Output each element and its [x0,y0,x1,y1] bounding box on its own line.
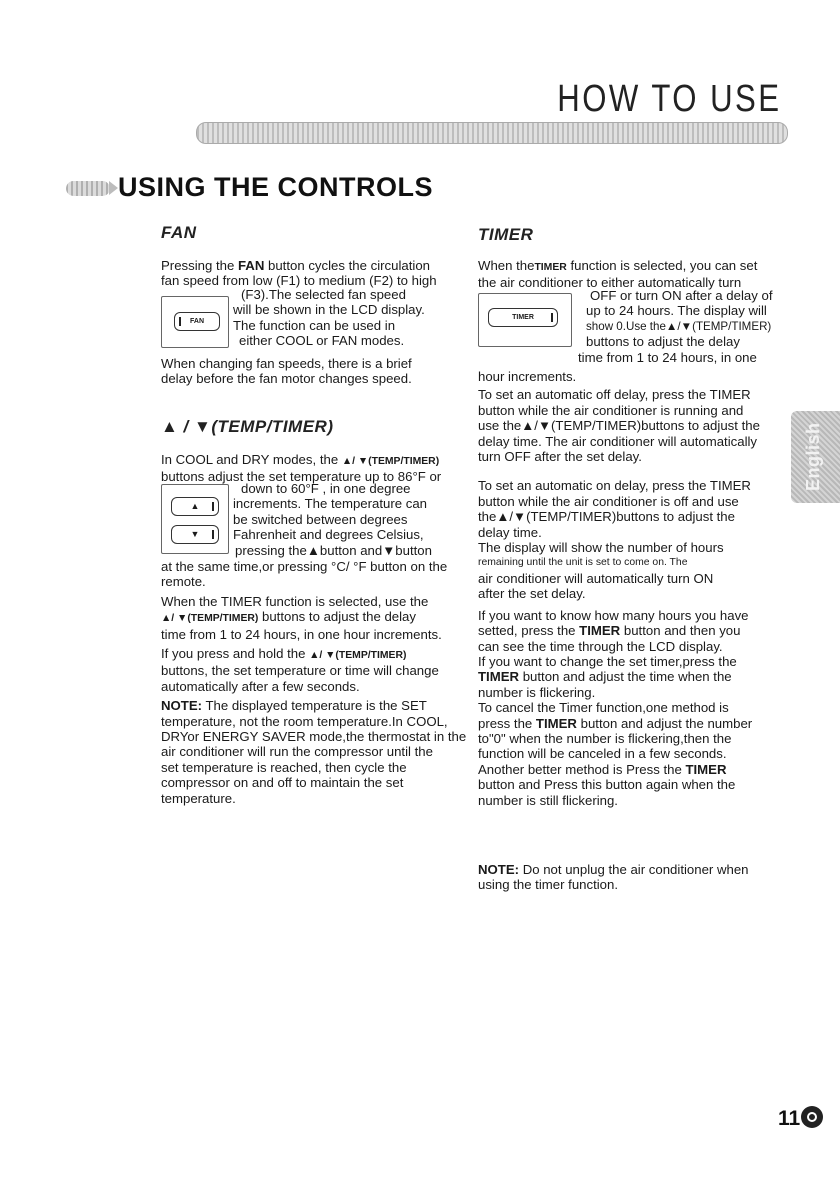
fan-wrap-3: The function can be used in [233,317,396,333]
timer-q7: air conditioner will automatically turn ON [478,570,714,586]
timer-wrap-4: buttons to adjust the delay [586,334,740,350]
timer-q3: the▲/▼(TEMP/TIMER)buttons to adjust the [478,509,735,525]
temp-heading: ▲ / ▼(TEMP/TIMER) [161,417,334,436]
timer-q1: To set an automatic on delay, press the TIMER [478,478,751,494]
timer-r2: setted, press the TIMER button and then you [478,623,741,639]
timer-note [478,862,783,893]
fan-wrap-text [233,287,473,349]
temp-line-1: In COOL and DRY modes, the ▲/ ▼(TEMP/TIMER) [161,452,440,467]
temp-text [161,452,461,485]
header-decorative-bar [196,122,788,144]
timer-r1: If you want to know how many hours you have [478,607,749,623]
temp-note-5: set temperature is reached, then cycle the [161,759,407,775]
timer-p3: use the▲/▼(TEMP/TIMER)buttons to adjust the [478,418,760,434]
temp-line-4: remote. [161,574,206,590]
language-side-tab [791,411,840,503]
indicator-led-icon [212,530,214,539]
temp-note-6: compressor on and off to maintain the set [161,775,404,791]
temp-wrap-5: pressing the▲button and▼button [235,542,432,558]
timer-r7: To cancel the Timer function,one method is [478,700,729,716]
fan-wrap-2: will be shown in the LCD display. [233,302,425,318]
fan-button-panel [161,296,229,348]
timer-note-2: using the timer function. [478,877,619,893]
temp-line-5: When the TIMER function is selected, use the [161,593,429,609]
fan-wrap-1: (F3).The selected fan speed [241,287,406,302]
temp-button-panel [161,484,229,554]
timer-p4: delay time. The air conditioner will automatically [478,433,758,449]
timer-text [478,258,783,291]
fan-section [161,225,461,240]
timer-r3: can see the time through the LCD display. [478,638,723,654]
temp-text-2 [161,559,471,806]
timer-heading: TIMER [478,225,534,244]
timer-r12: button and Press this button again when the [478,777,736,793]
timer-q2: button while the air conditioner is off and use [478,493,739,509]
temp-note-1: NOTE: The displayed temperature is the SET [161,698,427,714]
timer-note-1: NOTE: Do not unplug the air conditioner when [478,862,749,877]
timer-wrap-1: OFF or turn ON after a delay of [590,288,773,303]
timer-r6: number is flickering. [478,684,596,700]
timer-q6: remaining until the unit is set to come on. The [478,557,688,569]
temp-line-3: at the same time,or pressing °C/ °F button on the [161,559,448,574]
temp-note-2: temperature, not the room temperature.In COOL, [161,713,448,729]
section-title: USING THE CONTROLS [118,172,434,202]
timer-button-panel [478,293,572,347]
fan-line-2: fan speed from low (F1) to medium (F2) to high [161,273,437,289]
temp-line-9: buttons, the set temperature or time will change [161,663,439,679]
temp-wrap-text [233,481,473,558]
temp-line-6: ▲/ ▼(TEMP/TIMER) buttons to adjust the delay [161,609,416,625]
timer-r5: TIMER button and adjust the time when the [478,669,732,685]
fan-line-4: delay before the fan motor changes speed. [161,371,412,387]
fan-button: FAN [174,312,220,331]
timer-wrap-5: time from 1 to 24 hours, in one [578,349,757,365]
timer-r9: to"0" when the number is flickering,then the [478,730,732,746]
temp-wrap-2: increments. The temperature can [233,496,428,512]
temp-wrap-3: be switched between degrees [233,511,408,527]
fan-line-1: Pressing the FAN button cycles the circulation [161,258,431,273]
temp-line-2: buttons adjust the set temperature up to 86°F or [161,469,442,485]
timer-q8: after the set delay. [478,586,586,602]
timer-line-1: When theTIMER function is selected, you can set [478,258,758,273]
temp-wrap-1: down to 60°F , in one degree [241,481,411,496]
indicator-led-icon [551,313,553,322]
timer-p2: button while the air conditioner is running and [478,402,744,418]
temp-note-4: air conditioner will run the compressor until the [161,744,433,760]
indicator-led-icon [212,502,214,511]
timer-q5: The display will show the number of hours [478,540,724,556]
lg-logo-icon [801,1106,823,1128]
language-label: English [803,422,823,491]
timer-wrap-3: show 0.Use the▲/▼(TEMP/TIMER) [586,319,772,333]
fan-heading: FAN [161,223,197,242]
timer-r8: press the TIMER button and adjust the number [478,715,753,731]
down-button: ▼ [171,525,219,544]
fan-text [161,258,461,289]
timer-q4: delay time. [478,524,542,540]
timer-wrap-2: up to 24 hours. The display will [586,303,767,319]
timer-r4: If you want to change the set timer,press the [478,653,737,669]
timer-line-2: the air conditioner to either automatically turn [478,275,742,291]
timer-button: TIMER [488,308,558,327]
timer-line-3: hour increments. [478,369,577,384]
indicator-led-icon [179,317,181,326]
timer-p1: To set an automatic off delay, press the TIMER [478,387,751,403]
fan-line-3: When changing fan speeds, there is a brief [161,356,412,371]
timer-r10: function will be canceled in a few seconds. [478,746,727,762]
timer-text-2 [478,369,783,808]
temp-note-7: temperature. [161,790,236,806]
page-number: 11 [778,1107,801,1130]
page-header-title: HOW TO USE [557,78,782,120]
section-marker-icon [66,181,110,196]
fan-wrap-4: either COOL or FAN modes. [239,333,405,349]
timer-r13: number is still flickering. [478,792,618,808]
timer-wrap-text [578,288,778,365]
temp-line-10: automatically after a few seconds. [161,678,360,694]
temp-line-7: time from 1 to 24 hours, in one hour increments. [161,626,442,642]
timer-r11: Another better method is Press the TIMER [478,761,727,777]
temp-wrap-4: Fahrenheit and degrees Celsius, [233,527,424,543]
temp-line-8: If you press and hold the ▲/ ▼(TEMP/TIMER) [161,646,407,662]
up-button: ▲ [171,497,219,516]
temp-note-3: DRYor ENERGY SAVER mode,the thermostat in the [161,729,467,745]
timer-p5: turn OFF after the set delay. [478,449,642,465]
fan-text-2 [161,356,461,387]
